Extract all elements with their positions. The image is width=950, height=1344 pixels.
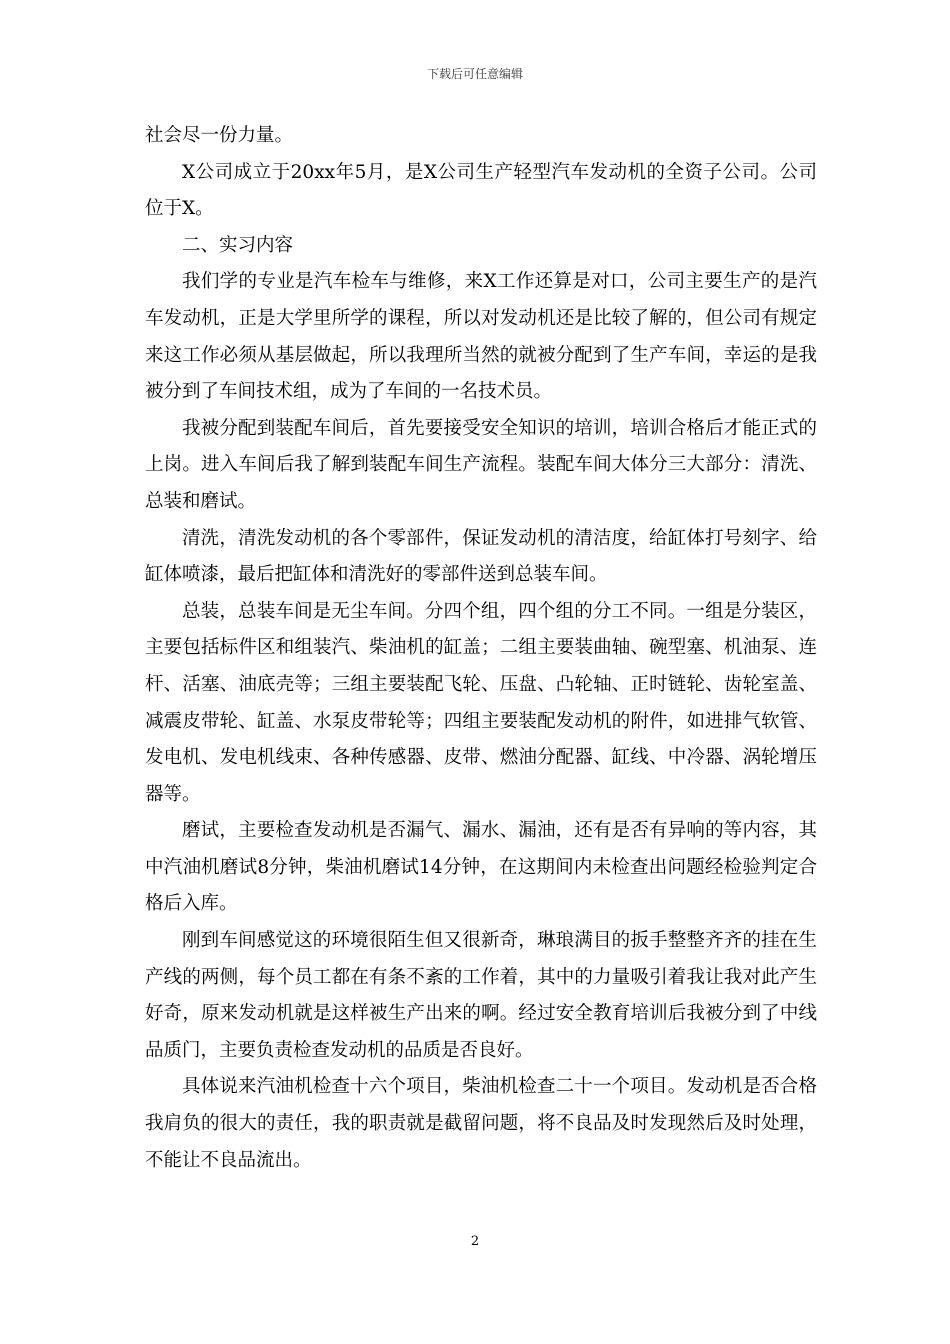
paragraph: 刚到车间感觉这的环境很陌生但又很新奇，琳琅满目的扳手整整齐齐的挂在生产线的两侧，每个员工都在有条不紊的工作着，其中的力量吸引着我让我对此产生好奇，原来发动机就是这样被生产出来的啊。经过安全教育培训后我被分到了中线品质门，主要负责检查发动机的品质是否良好。: [145, 930, 817, 1061]
document-body: [145, 118, 817, 1179]
paragraph: 具体说来汽油机检查十六个项目，柴油机检查二十一个项目。发动机是否合格我肩负的很大的责任，我的职责就是截留问题，将不良品及时发现然后及时处理，不能让不良品流出。: [145, 1076, 817, 1171]
section-heading: 二、实习内容: [182, 234, 294, 256]
paragraph: 我们学的专业是汽车检车与维修，来X工作还算是对口，公司主要生产的是汽车发动机，正是大学里所学的课程，所以对发动机还是比较了解的，但公司有规定来这工作必须从基层做起，所以我理所当然的就被分配到了生产车间，幸运的是我被分到了车间技术组，成为了车间的一名技术员。: [145, 271, 817, 403]
paragraph: 总装，总装车间是无尘车间。分四个组，四个组的分工不同。一组是分装区，主要包括标件区和组装汽、柴油机的缸盖；二组主要装曲轴、碗型塞、机油泵、连杆、活塞、油底壳等；三组主要装配飞轮、压盘、凸轮轴、正时链轮、齿轮室盖、减震皮带轮、缸盖、水泵皮带轮等；四组主要装配发动机的附件，如进排气软管、发电机、发电机线束、各种传感器、皮带、燃油分配器、缸线、中冷器、涡轮增压器等。: [145, 600, 817, 805]
paragraph: X公司成立于20xx年5月，是X公司生产轻型汽车发动机的全资子公司。公司位于X。: [145, 161, 817, 220]
paragraph: 我被分配到装配车间后，首先要接受安全知识的培训，培训合格后才能正式的上岗。进入车间后我了解到装配车间生产流程。装配车间大体分三大部分：清洗、总装和磨试。: [145, 417, 817, 512]
page-number: 2: [470, 1234, 480, 1249]
paragraph: 磨试，主要检查发动机是否漏气、漏水、漏油，还有是否有异响的等内容，其中汽油机磨试8分钟，柴油机磨试14分钟，在这期间内未检查出问题经检验判定合格后入库。: [145, 820, 817, 915]
page-header: 下载后可任意编辑: [426, 67, 523, 81]
paragraph: 清洗，清洗发动机的各个零部件，保证发动机的清洁度，给缸体打号刻字、给缸体喷漆，最后把缸体和清洗好的零部件送到总装车间。: [145, 527, 817, 586]
paragraph: 社会尽一份力量。: [145, 125, 294, 146]
